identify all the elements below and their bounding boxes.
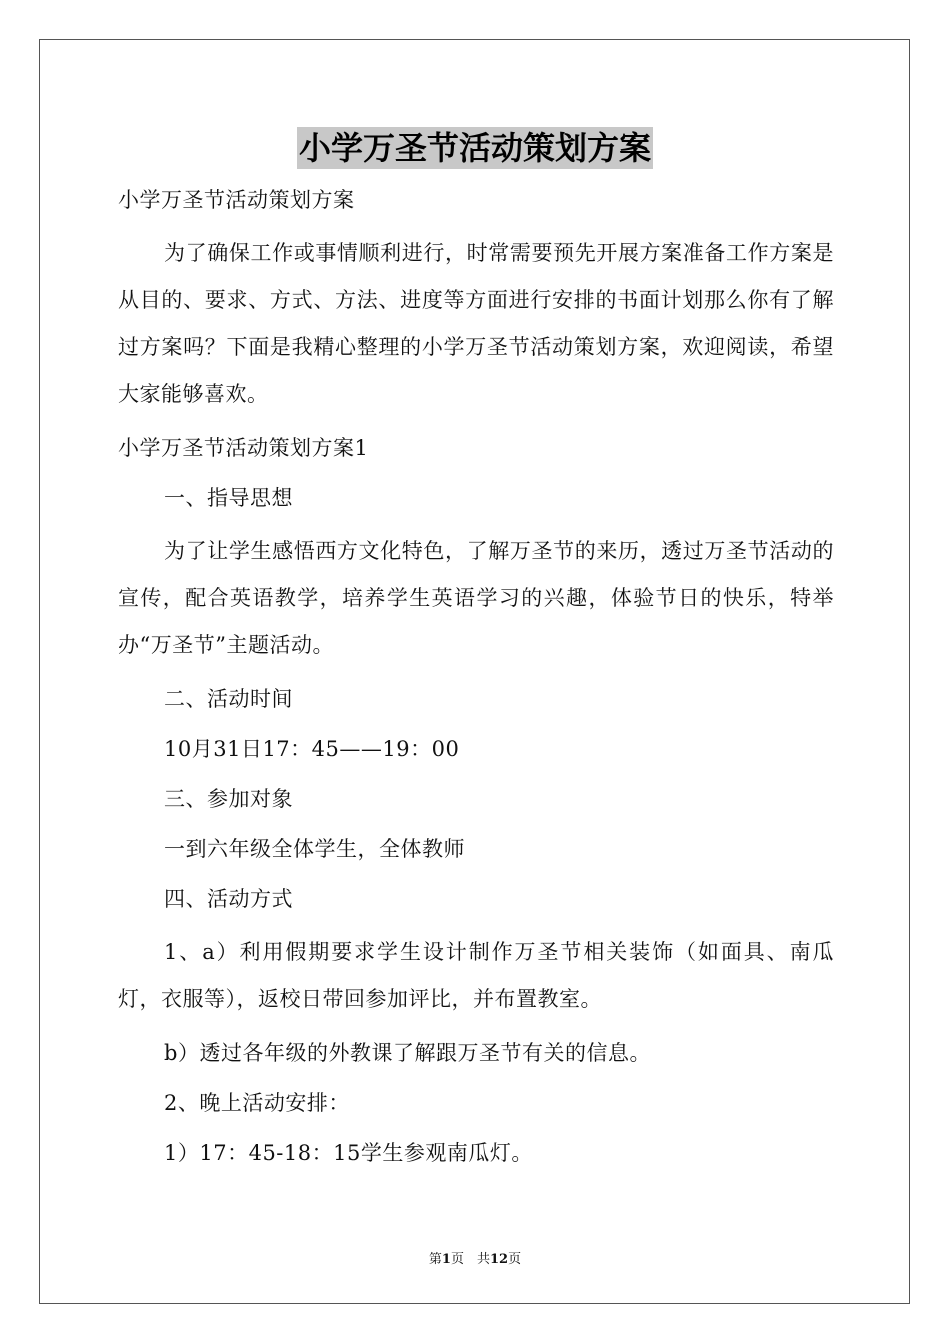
paragraph-intro: 为了确保工作或事情顺利进行，时常需要预先开展方案准备工作方案是从目的、要求、方式、方法、进度等方面进行安排的书面计划那么你有了解过方案吗？下面是我精心整理的小学万圣节活动策划方案，欢迎阅读，希望大家能够喜欢。 (118, 241, 834, 406)
paragraph-heading-3: 三、参加对象 (164, 787, 293, 811)
page-footer (0, 1248, 950, 1267)
paragraph-section-heading: 小学万圣节活动策划方案1 (118, 436, 369, 460)
paragraph-subtitle: 小学万圣节活动策划方案 (118, 188, 355, 212)
footer-page-prefix: 第 (428, 1252, 442, 1267)
footer-page-current: 1 (441, 1252, 451, 1267)
title-container (0, 127, 950, 169)
footer-page-total: 12 (489, 1252, 509, 1267)
paragraph-evening-plan: 2、晚上活动安排： (164, 1091, 350, 1115)
footer-page-mid: 页 共 (450, 1252, 490, 1267)
paragraph-method-a: 1、a）利用假期要求学生设计制作万圣节相关装饰（如面具、南瓜灯，衣服等），返校日带回参加评比，并布置教室。 (118, 940, 834, 1011)
paragraph-method-b: b）透过各年级的外教课了解跟万圣节有关的信息。 (164, 1041, 651, 1065)
paragraph-heading-4: 四、活动方式 (164, 887, 293, 911)
paragraph-heading-2: 二、活动时间 (164, 687, 293, 711)
document-title: 小学万圣节活动策划方案 (298, 129, 651, 167)
paragraph-heading-1: 一、指导思想 (164, 486, 293, 510)
document-body (118, 180, 834, 1183)
paragraph-activity-time: 10月31日17：45——19：00 (164, 737, 460, 761)
paragraph-schedule-1: 1）17：45-18：15学生参观南瓜灯。 (164, 1141, 533, 1165)
paragraph-participants: 一到六年级全体学生，全体教师 (164, 837, 465, 861)
paragraph-guiding-text: 为了让学生感悟西方文化特色，了解万圣节的来历，透过万圣节活动的宣传，配合英语教学，培养学生英语学习的兴趣，体验节日的快乐，特举办“万圣节”主题活动。 (118, 539, 834, 657)
footer-page-suffix: 页 (508, 1252, 522, 1267)
